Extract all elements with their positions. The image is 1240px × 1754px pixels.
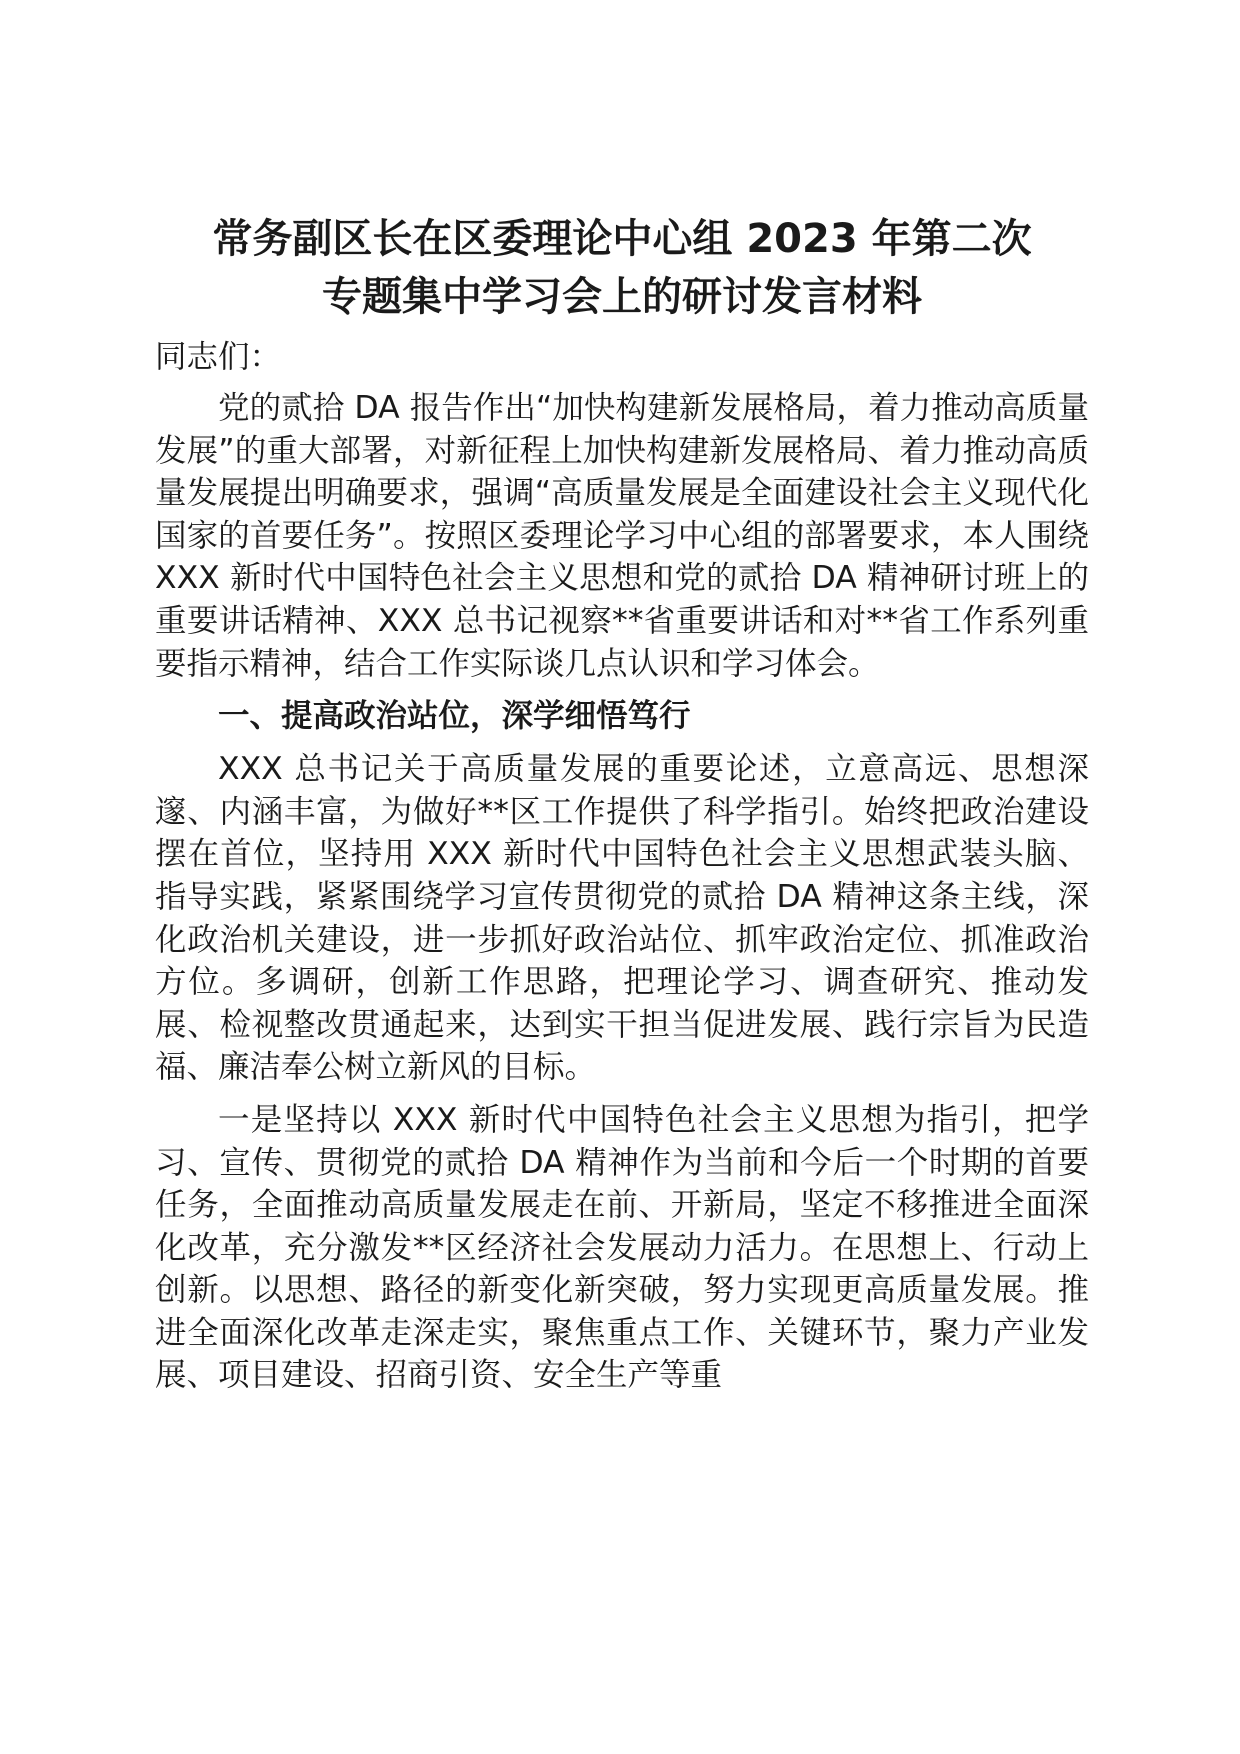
intro-paragraph: 党的贰拾 DA 报告作出“加快构建新发展格局，着力推动高质量发展”的重大部署，对新征程上加快构建新发展格局、着力推动高质量发展提出明确要求，强调“高质量发展是全面建设社会主义现代化国家的首要任务”。按照区委理论学习中心组的部署要求，本人围绕 XXX 新时代中国特色社会主义思想和党的贰拾 DA 精神研讨班上的重要讲话精神、XXX 总书记视察**省重要讲话和对**省工作系列重要指示精神，结合工作实际谈几点认识和学习体会。 — [155, 390, 1089, 682]
section-1-paragraph-1: XXX 总书记关于高质量发展的重要论述，立意高远、思想深邃、内涵丰富，为做好**区工作提供了科学指引。始终把政治建设摆在首位，坚持用 XXX 新时代中国特色社会主义思想武装头脑、指导实践，紧紧围绕学习宣传贯彻党的贰拾 DA 精神这条主线，深化政治机关建设，进一步抓好政治站位、抓牢政治定位、抓准政治方位。多调研，创新工作思路，把理论学习、调查研究、推动发展、检视整改贯通起来，达到实干担当促进发展、践行宗旨为民造福、廉洁奉公树立新风的目标。 — [155, 751, 1089, 1086]
title-line-1: 常务副区长在区委理论中心组 2023 年第二次 — [212, 216, 1032, 262]
section-1-paragraph-2: 一是坚持以 XXX 新时代中国特色社会主义思想为指引，把学习、宣传、贯彻党的贰拾 DA 精神作为当前和今后一个时期的首要任务，全面推动高质量发展走在前、开新局，坚定不移推进全面深化改革，充分激发**区经济社会发展动力活力。在思想上、行动上创新。以思想、路径的新变化新突破，努力实现更高质量发展。推进全面深化改革走深走实，聚焦重点工作、关键环节，聚力产业发展、项目建设、招商引资、安全生产等重 — [155, 1101, 1089, 1394]
document-title — [135, 210, 1109, 326]
title-line-2: 专题集中学习会上的研讨发言材料 — [322, 274, 922, 320]
salutation: 同志们： — [155, 339, 282, 375]
section-heading-1: 一、提高政治站位，深学细悟笃行 — [218, 698, 691, 735]
document-page — [155, 210, 1089, 1397]
